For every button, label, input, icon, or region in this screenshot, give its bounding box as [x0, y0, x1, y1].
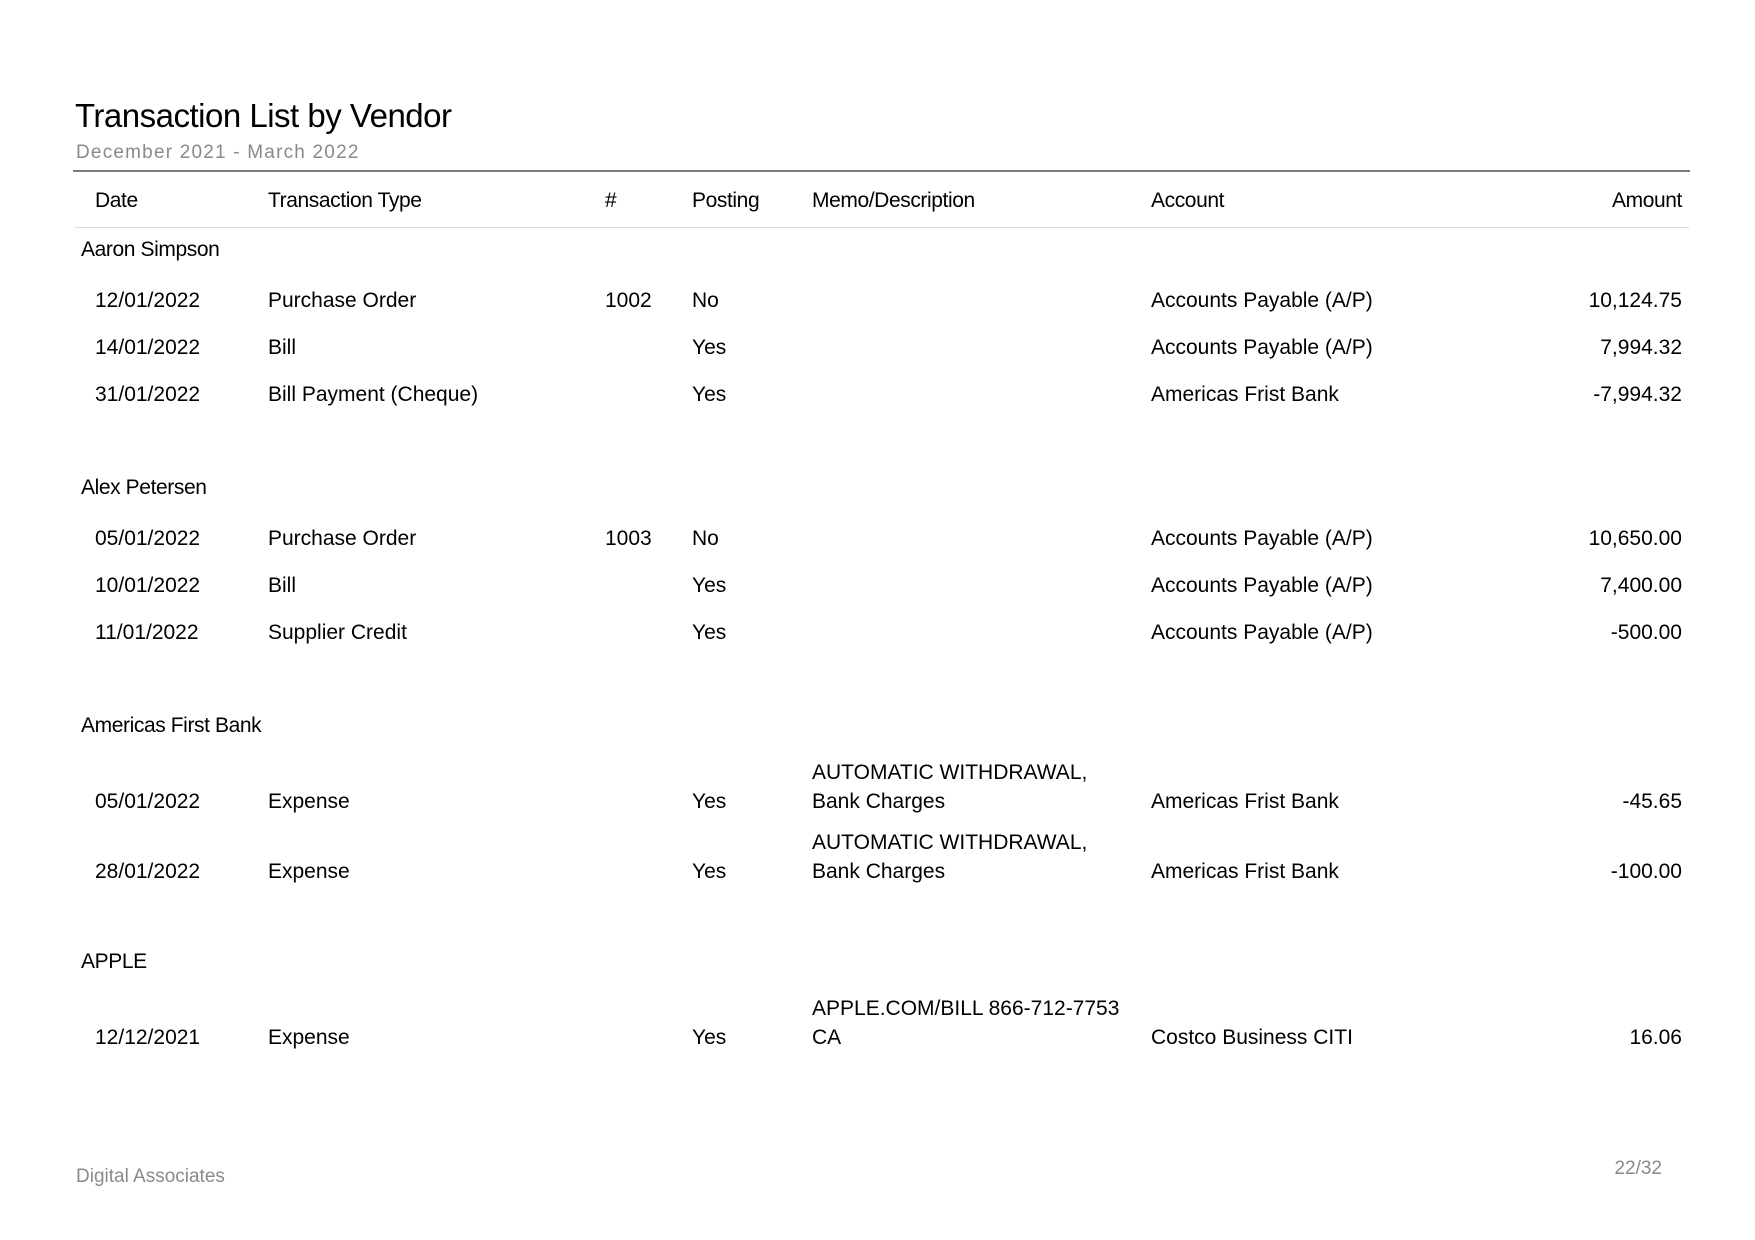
cell-amount: 7,400.00 [1600, 574, 1682, 597]
cell-date: 05/01/2022 [95, 527, 201, 550]
cell-date: 05/01/2022 [95, 790, 201, 813]
cell-amount: 7,994.32 [1600, 336, 1682, 359]
cell-date: 31/01/2022 [95, 383, 201, 406]
cell-transaction-type: Expense [268, 790, 350, 813]
cell-number: 1003 [605, 527, 652, 550]
cell-amount: -500.00 [1610, 621, 1682, 644]
cell-posting: Yes [692, 383, 727, 406]
cell-account: Accounts Payable (A/P) [1151, 289, 1373, 312]
header-divider [75, 227, 1689, 228]
report-title: Transaction List by Vendor [75, 97, 452, 134]
cell-account: Americas Frist Bank [1151, 383, 1339, 406]
cell-amount: 10,124.75 [1588, 289, 1682, 312]
cell-number: 1002 [605, 289, 652, 312]
cell-posting: Yes [692, 574, 727, 597]
cell-date: 11/01/2022 [95, 621, 199, 644]
cell-account: Accounts Payable (A/P) [1151, 574, 1373, 597]
column-header-transaction-type: Transaction Type [268, 189, 422, 212]
vendor-group-name: Aaron Simpson [81, 238, 220, 261]
cell-memo-line2: Bank Charges [812, 860, 946, 883]
column-header-memo: Memo/Description [812, 189, 975, 212]
cell-account: Americas Frist Bank [1151, 790, 1339, 813]
cell-account: Americas Frist Bank [1151, 860, 1339, 883]
column-header-number: # [605, 189, 617, 212]
cell-account: Accounts Payable (A/P) [1151, 336, 1373, 359]
cell-transaction-type: Expense [268, 1026, 350, 1049]
vendor-group-name: APPLE [81, 950, 147, 973]
cell-amount: 16.06 [1629, 1026, 1682, 1049]
footer-company-name: Digital Associates [76, 1166, 225, 1187]
cell-account: Accounts Payable (A/P) [1151, 527, 1373, 550]
cell-amount: -100.00 [1610, 860, 1682, 883]
cell-account: Costco Business CITI [1151, 1026, 1353, 1049]
column-header-date: Date [95, 189, 138, 212]
cell-posting: Yes [692, 860, 727, 883]
cell-date: 14/01/2022 [95, 336, 201, 359]
cell-transaction-type: Purchase Order [268, 527, 417, 550]
cell-date: 12/12/2021 [95, 1026, 201, 1049]
cell-memo-line2: Bank Charges [812, 790, 946, 813]
report-period: December 2021 - March 2022 [76, 142, 360, 163]
cell-posting: Yes [692, 621, 727, 644]
cell-memo-line2: CA [812, 1026, 842, 1049]
cell-memo-line1: AUTOMATIC WITHDRAWAL, [812, 831, 1088, 854]
cell-transaction-type: Bill [268, 574, 297, 597]
cell-amount: 10,650.00 [1588, 527, 1682, 550]
cell-posting: Yes [692, 790, 727, 813]
cell-amount: -7,994.32 [1593, 383, 1682, 406]
cell-posting: Yes [692, 1026, 727, 1049]
cell-posting: Yes [692, 336, 727, 359]
column-header-posting: Posting [692, 189, 760, 212]
vendor-group-name: Americas First Bank [81, 714, 262, 737]
cell-account: Accounts Payable (A/P) [1151, 621, 1373, 644]
column-header-account: Account [1151, 189, 1225, 212]
cell-memo-line1: AUTOMATIC WITHDRAWAL, [812, 761, 1088, 784]
footer-page-number: 22/32 [1614, 1158, 1662, 1179]
cell-date: 28/01/2022 [95, 860, 201, 883]
cell-date: 12/01/2022 [95, 289, 201, 312]
cell-amount: -45.65 [1622, 790, 1682, 813]
cell-transaction-type: Supplier Credit [268, 621, 407, 644]
cell-posting: No [692, 527, 719, 550]
cell-transaction-type: Expense [268, 860, 350, 883]
cell-posting: No [692, 289, 719, 312]
cell-transaction-type: Bill [268, 336, 297, 359]
cell-transaction-type: Bill Payment (Cheque) [268, 383, 479, 406]
cell-memo-line1: APPLE.COM/BILL 866-712-7753 [812, 997, 1120, 1020]
cell-transaction-type: Purchase Order [268, 289, 417, 312]
vendor-group-name: Alex Petersen [81, 476, 207, 499]
title-divider [73, 170, 1690, 172]
cell-date: 10/01/2022 [95, 574, 201, 597]
column-header-amount: Amount [1612, 189, 1682, 212]
